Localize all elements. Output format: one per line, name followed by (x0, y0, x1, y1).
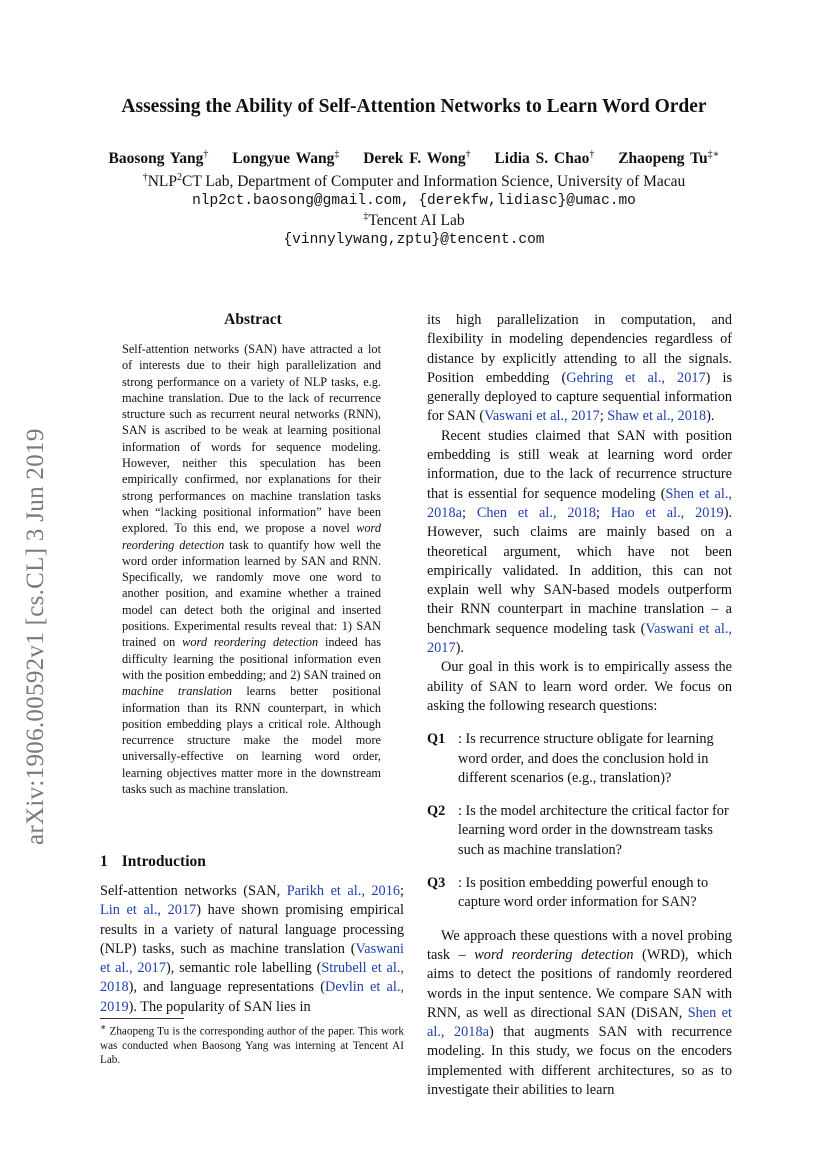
footnote: ∗ Zhaopeng Tu is the corresponding author of the paper. This work was conducted when Baosong Yang was interning at Tencent AI Lab. (100, 1023, 404, 1067)
citation-link[interactable]: Gehring et al., 2017 (566, 369, 706, 386)
research-question: Q1 : Is recurrence structure obligate for learning word order, and does the conclusion hold in different scenarios (e.g., translation)? (427, 731, 714, 786)
email-1[interactable]: nlp2ct.baosong@gmail.com, {derekfw,lidiasc}@umac.mo (192, 193, 636, 209)
abstract-heading: Abstract (224, 311, 282, 328)
author: Longyue Wang‡ (232, 149, 340, 168)
citation-link[interactable]: Parikh et al., 2016 (286, 883, 401, 899)
author: Lidia S. Chao† (494, 149, 595, 168)
research-question: Q2 : Is the model architecture the critical factor for learning word order in the downstream tasks such as machine translation? (427, 803, 729, 858)
citation-link[interactable]: Shaw et al., 2018 (607, 408, 707, 425)
citation-link[interactable]: Vaswani et al., 2017 (427, 620, 733, 657)
citation-link[interactable]: Hao et al., 2019 (610, 504, 724, 521)
section-heading-introduction: 1 Introduction (100, 853, 206, 870)
citation-link[interactable]: Vaswani et al., 2017 (484, 408, 600, 425)
citation-link[interactable]: Shen et al., 2018a (427, 1004, 732, 1041)
footnote-rule (100, 1018, 184, 1019)
citation-link[interactable]: Strubell et al., 2018 (100, 960, 404, 996)
citation-link[interactable]: Shen et al., 2018a (427, 485, 732, 521)
paragraph: Recent studies claimed that SAN with position embedding is still weak at learning word order information, due to the lack of recurrence structure that is essential for sequence modeling (Shen et al., 2018a; Chen et al., 2018; Hao et al., 2019). However, such claims are mainly based on a theoretical argument, which have not been empirically validated. In addition, this can not explain well why SAN-based models outperform their RNN counterpart in machine translation – a benchmark sequence modeling task (Vaswani et al., 2017). (427, 427, 733, 657)
paragraph: its high parallelization in computation, and flexibility in modeling dependencies regardless of distance by explicitly attending to all the signals. Position embedding (Gehring et al., 2017) is generally deployed to capture sequential information for SAN (Vaswani et al., 2017; Shaw et al., 2018). (427, 312, 733, 425)
author: Baosong Yang† (108, 149, 209, 168)
citation-link[interactable]: Vaswani et al., 2017 (100, 940, 404, 977)
citation-link[interactable]: Lin et al., 2017 (100, 902, 197, 919)
citation-link[interactable]: Chen et al., 2018 (476, 504, 596, 521)
author: Zhaopeng Tu‡∗ (618, 149, 720, 168)
paragraph: Our goal in this work is to empirically assess the ability of SAN to learn word order. We focus on asking the following research questions: (427, 659, 732, 714)
author: Derek F. Wong† (363, 149, 471, 168)
paper-title: Assessing the Ability of Self-Attention Networks to Learn Word Order (121, 96, 707, 117)
abstract-text: Self-attention networks (SAN) have attracted a lot of interests due to their high parallelization and strong performance on a variety of NLP tasks, e.g. machine translation. Due to the lack of recurrence structure such as recurrent neural networks (RNN), SAN is ascribed to be weak at learning positional information of words for sequence modeling. However, neither this speculation has been empirically confirmed, nor explanations for their strong performances on machine translation tasks when “lacking positional information” have been explored. To this end, we propose a novel word reordering detection task to quantify how well the word order information learned by SAN and RNN. Specifically, we randomly move one word to another position, and examine whether a trained model can detect both the original and inserted positions. Experimental results reveal that: 1) SAN trained on word reordering detection indeed has difficulty learning the positional information even with the position embedding; and 2) SAN trained on machine translation learns better positional information than its RNN counterpart, in which position embedding plays a critical role. Although recurrence structure make the model more universally-effective on learning word order, learning objectives matter more in the downstream tasks such as machine translation. (122, 342, 382, 797)
right-column (427, 311, 732, 1100)
arxiv-stamp: arXiv:1906.00592v1 [cs.CL] 3 Jun 2019 (22, 428, 49, 845)
citation-link[interactable]: Devlin et al., 2019 (100, 979, 404, 1015)
email-2[interactable]: {vinnylywang,zptu}@tencent.com (283, 232, 545, 248)
affiliation-2: ‡Tencent AI Lab (363, 211, 465, 230)
affiliation-1: †NLP$^2$CT Lab, Department of Computer and Information Science, University of Macau (142, 172, 686, 191)
intro-paragraph: Self-attention networks (SAN, Parikh et al., 2016; Lin et al., 2017) have shown promising empirical results in a variety of natural language processing (NLP) tasks, such as machine translation (Vaswani et al., 2017), semantic role labelling (Strubell et al., 2018), and language representations (Devlin et al., 2019). The popularity of SAN lies in (100, 883, 404, 1015)
paragraph: We approach these questions with a novel probing task – word reordering detection (WRD), which aims to detect the positions of randomly reordered words in the input sentence. We compare SAN with RNN, as well as directional SAN (DiSAN, Shen et al., 2018a) that augments SAN with recurrence modeling. In this study, we focus on the encoders implemented with different architectures, so as to investigate their abilities to learn (427, 927, 732, 1098)
author-list (0, 149, 828, 168)
research-question: Q3 : Is position embedding powerful enough to capture word order information for SAN? (427, 875, 709, 911)
